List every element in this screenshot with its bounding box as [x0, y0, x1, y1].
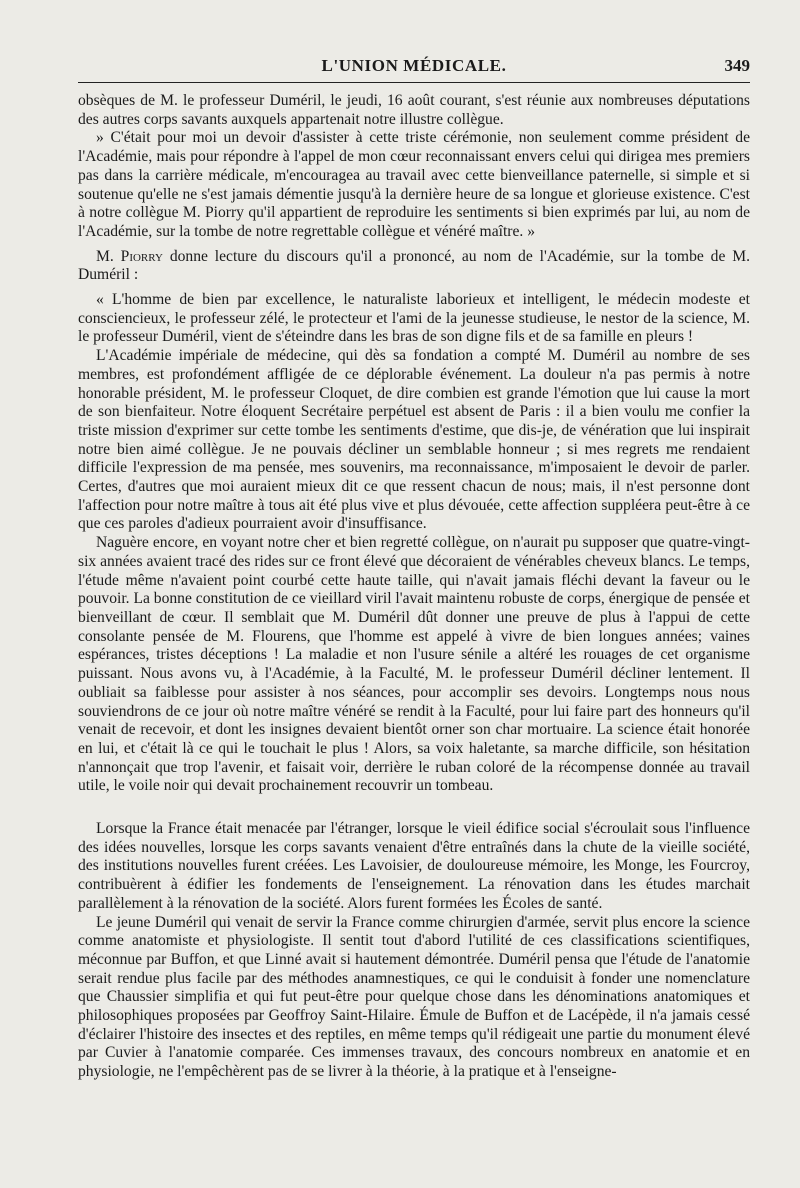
- paragraph-3-text: donne lecture du discours qu'il a prononcé, au nom de l'Académie, sur la tombe de M. Duméril :: [78, 247, 750, 284]
- paragraph-1: obsèques de M. le professeur Duméril, le jeudi, 16 août courant, s'est réunie aux nombreuses députations des autres corps savants auxquels appartenait notre illustre collègue.: [78, 92, 750, 128]
- paragraph-2: » C'était pour moi un devoir d'assister à cette triste cérémonie, non seulement comme président de l'Académie, mais pour répondre à l'appel de mon cœur reconnaissant envers celui qui dirigea mes premiers pas dans la carrière médicale, m'encouragea au travail avec cette bienveillance paternelle, si simple et si soutenue qu'elle ne s'est jamais démentie jusqu'à la dernière heure de sa longue et glorieuse existence. C'est à notre collègue M. Piorry qu'il appartient de reproduire les sentiments si bien exprimés par lui, au nom de l'Académie, sur la tombe de notre regrettable collègue et vénéré maître. »: [78, 129, 750, 240]
- header-rule: [78, 82, 750, 83]
- page-number: 349: [724, 56, 750, 75]
- running-header: [78, 56, 750, 82]
- paragraph-4: « L'homme de bien par excellence, le naturaliste laborieux et intelligent, le médecin modeste et consciencieux, le professeur zélé, le protecteur et l'ami de la jeunesse studieuse, le nestor de la science, M. le professeur Duméril, vient de s'éteindre dans les bras de son digne fils et de sa famille en pleurs !: [78, 291, 750, 346]
- paragraph-8: Le jeune Duméril qui venait de servir la France comme chirurgien d'armée, servit plus encore la science comme anatomiste et physiologiste. Il sentit tout d'abord l'utilité de ces classifications scientifiques, méconnue par Buffon, et que Linné avait si hautement démontrée. Duméril pensa que l'étude de l'anatomie serait rendue plus facile par des méthodes anamnestiques, ce qui le conduisit à fonder une nomenclature que Chaussier simplifia et qui fut peut-être pour quelque chose dans les dénominations anatomiques et philosophiques proposées par Geoffroy Saint-Hilaire. Émule de Buffon et de Lacépède, il n'a jamais cessé d'éclairer l'histoire des insectes et des reptiles, en même temps qu'il rédigeait une partie du monument élevé par Cuvier à l'anatomie comparée. Ces immenses travaux, des concours nombreux en anatomie et en physiologie, ne l'empêchèrent pas de se livrer à la théorie, à la pratique et à l'enseigne-: [78, 913, 750, 1081]
- speaker-name: Piorry: [120, 247, 163, 265]
- paragraph-6: Naguère encore, en voyant notre cher et bien regretté collègue, on n'aurait pu supposer que quatre-vingt-six années avaient tracé des rides sur ce front élevé que décoraient de vénérables cheveux blancs. Le temps, l'étude même n'avaient point courbé cette haute taille, qui n'avait jamais fléchi devant la faveur ou le pouvoir. La bonne constitution de ce vieillard viril l'avait maintenu robuste de corps, énergique de pensée et bienveillant de cœur. Il semblait que M. Duméril dût donner une preuve de plus à l'appui de cette consolante pensée de M. Flourens, que l'homme est appelé à vivre de bien longues années; vaines espérances, tristes déceptions ! La maladie et non l'usure sénile a altéré les rouages de cet organisme puissant. Nous avons vu, à l'Académie, à la Faculté, M. le professeur Duméril décliner lentement. Il oubliait sa faiblesse pour assister à nos séances, pour accomplir ses devoirs. Longtemps nous nous souviendrons de ce jour où notre maître vénéré se rendit à la Faculté, pour lui faire part des honneurs qu'il venait de recevoir, et dont les insignes devaient bientôt orner son char mortuaire. La science était honorée en lui, et c'était là ce qui le touchait le plus ! Alors, sa voix haletante, sa marche difficile, son hésitation n'annonçait que trop l'avenir, et faisait voir, derrière le ruban coloré de la récompense donnée au travail utile, le voile noir qui devait prochainement recouvrir un tombeau.: [78, 534, 750, 795]
- speaker-prefix: M.: [96, 247, 121, 265]
- paragraph-5: L'Académie impériale de médecine, qui dès sa fondation a compté M. Duméril au nombre de ses membres, est profondément affligée de ce déplorable événement. La douleur n'a pas permis à notre honorable président, M. le professeur Cloquet, de dire combien est grande l'émotion que lui cause la mort de son bienfaiteur. Notre éloquent Secrétaire perpétuel est absent de Paris : il a bien voulu me confier la triste mission d'exprimer sur cette tombe les sentiments d'estime, que dis-je, de vénération que lui inspirait notre bien aimé collègue. Je ne pouvais décliner un semblable honneur ; si mes regrets me rendaient difficile l'expression de ma pensée, mes souvenirs, ma reconnaissance, m'imposaient le devoir de parler. Certes, d'autres que moi auraient mieux dit ce que ressent chacun de nous; mais, il n'est personne dont l'affection pour notre maître à tous ait été plus vive et plus dévouée, cette affection suppléera peut-être à ce que ces paroles d'adieux pourraient avoir d'insuffisance.: [78, 347, 750, 533]
- paragraph-7: Lorsque la France était menacée par l'étranger, lorsque le vieil édifice social s'écroulait sous l'influence des idées nouvelles, lorsque les corps savants venaient d'être entraînés dans la chute de la vieille société, des institutions nouvelles furent créées. Les Lavoisier, de douloureuse mémoire, les Monge, les Fourcroy, contribuèrent à édifier les fondements de l'enseignement. La rénovation dans les études marchait parallèlement à la rénovation de la société. Alors furent formées les Écoles de santé.: [78, 820, 750, 912]
- article-body: [78, 92, 750, 1082]
- paragraph-3: [78, 248, 750, 285]
- journal-title: L'UNION MÉDICALE.: [321, 56, 507, 75]
